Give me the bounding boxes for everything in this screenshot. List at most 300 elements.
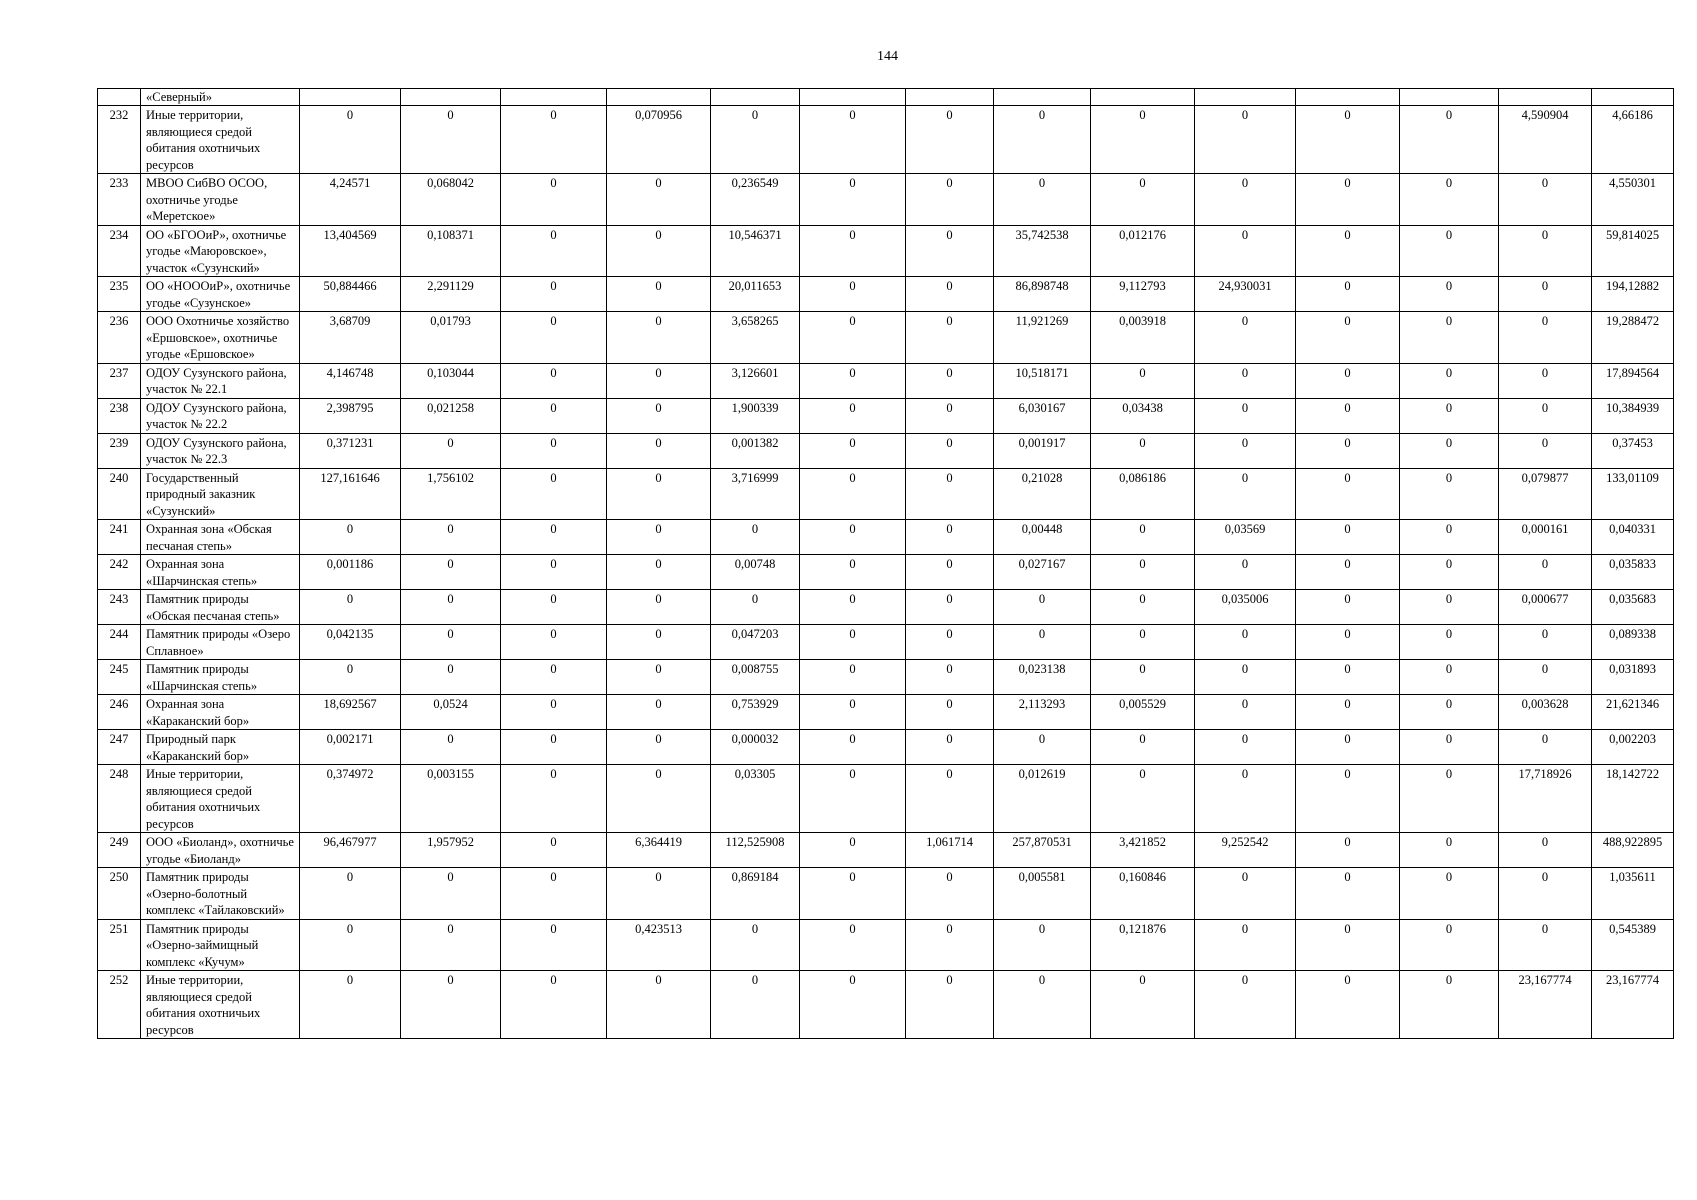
value-cell: 0 — [1296, 174, 1400, 226]
value-cell: 0,121876 — [1091, 919, 1195, 971]
table-row — [98, 868, 1674, 920]
value-cell: 0,00748 — [711, 555, 800, 590]
value-cell: 0 — [1091, 660, 1195, 695]
value-cell: 0,031893 — [1592, 660, 1674, 695]
value-cell: 194,12882 — [1592, 277, 1674, 312]
value-cell: 0 — [906, 730, 994, 765]
value-cell: 3,126601 — [711, 363, 800, 398]
value-cell: 0 — [300, 660, 401, 695]
value-cell: 0,108371 — [401, 225, 501, 277]
value-cell: 0 — [906, 765, 994, 833]
value-cell: 0 — [1400, 833, 1499, 868]
value-cell: 0 — [501, 555, 607, 590]
value-cell: 0 — [1400, 520, 1499, 555]
row-name-cell: Памятник природы «Шарчинская степь» — [141, 660, 300, 695]
table-row — [98, 398, 1674, 433]
value-cell: 0 — [607, 660, 711, 695]
row-number-cell: 244 — [98, 625, 141, 660]
value-cell: 4,146748 — [300, 363, 401, 398]
value-cell: 0 — [1195, 174, 1296, 226]
data-table — [97, 88, 1674, 1039]
row-number-cell: 252 — [98, 971, 141, 1039]
value-cell — [711, 89, 800, 106]
row-number-cell: 248 — [98, 765, 141, 833]
value-cell: 24,930031 — [1195, 277, 1296, 312]
row-name-cell: «Северный» — [141, 89, 300, 106]
value-cell: 0 — [607, 363, 711, 398]
table-row — [98, 555, 1674, 590]
value-cell: 127,161646 — [300, 468, 401, 520]
value-cell: 0 — [1400, 363, 1499, 398]
value-cell: 0 — [800, 765, 906, 833]
value-cell: 0,545389 — [1592, 919, 1674, 971]
value-cell: 0 — [994, 730, 1091, 765]
value-cell — [1400, 89, 1499, 106]
row-number-cell: 241 — [98, 520, 141, 555]
row-name-cell: Иные территории, являющиеся средой обитания охотничьих ресурсов — [141, 765, 300, 833]
value-cell: 0 — [800, 660, 906, 695]
value-cell: 112,525908 — [711, 833, 800, 868]
value-cell: 0,023138 — [994, 660, 1091, 695]
value-cell: 0 — [1296, 277, 1400, 312]
value-cell: 0 — [1400, 555, 1499, 590]
value-cell: 9,112793 — [1091, 277, 1195, 312]
value-cell: 0 — [501, 730, 607, 765]
value-cell: 0 — [1195, 468, 1296, 520]
value-cell: 0 — [1195, 398, 1296, 433]
row-name-cell: Государственный природный заказник «Сузунский» — [141, 468, 300, 520]
value-cell: 0 — [906, 363, 994, 398]
row-number-cell: 232 — [98, 106, 141, 174]
value-cell: 0 — [401, 106, 501, 174]
value-cell: 0,005529 — [1091, 695, 1195, 730]
value-cell: 0 — [1091, 174, 1195, 226]
value-cell: 21,621346 — [1592, 695, 1674, 730]
value-cell: 0 — [1400, 277, 1499, 312]
row-name-cell: Памятник природы «Обская песчаная степь» — [141, 590, 300, 625]
value-cell: 0 — [800, 277, 906, 312]
value-cell: 17,718926 — [1499, 765, 1592, 833]
value-cell: 0,003155 — [401, 765, 501, 833]
value-cell: 0 — [711, 919, 800, 971]
value-cell: 0,21028 — [994, 468, 1091, 520]
value-cell: 9,252542 — [1195, 833, 1296, 868]
value-cell: 0 — [401, 971, 501, 1039]
row-number-cell: 249 — [98, 833, 141, 868]
value-cell: 23,167774 — [1592, 971, 1674, 1039]
value-cell — [1195, 89, 1296, 106]
value-cell: 0 — [501, 174, 607, 226]
value-cell: 0 — [1400, 919, 1499, 971]
value-cell: 0 — [401, 625, 501, 660]
value-cell: 0 — [501, 468, 607, 520]
table-row — [98, 590, 1674, 625]
row-name-cell: Охранная зона «Обская песчаная степь» — [141, 520, 300, 555]
value-cell: 0 — [607, 730, 711, 765]
value-cell: 0 — [906, 106, 994, 174]
value-cell: 0 — [501, 660, 607, 695]
value-cell: 0 — [906, 971, 994, 1039]
value-cell: 6,364419 — [607, 833, 711, 868]
row-name-cell: ОО «БГООиР», охотничье угодье «Маюровское», участок «Сузунский» — [141, 225, 300, 277]
value-cell: 2,291129 — [401, 277, 501, 312]
value-cell: 0 — [1499, 833, 1592, 868]
value-cell: 0 — [1091, 433, 1195, 468]
value-cell: 0 — [1296, 730, 1400, 765]
value-cell: 0 — [607, 971, 711, 1039]
value-cell: 20,011653 — [711, 277, 800, 312]
value-cell — [1091, 89, 1195, 106]
value-cell: 0 — [1091, 765, 1195, 833]
value-cell: 0 — [1296, 433, 1400, 468]
value-cell: 0 — [906, 555, 994, 590]
value-cell: 0 — [800, 730, 906, 765]
value-cell: 0 — [607, 590, 711, 625]
row-number-cell: 240 — [98, 468, 141, 520]
row-number-cell: 242 — [98, 555, 141, 590]
value-cell: 0,035006 — [1195, 590, 1296, 625]
row-name-cell: Памятник природы «Озерно-займищный комплекс «Кучум» — [141, 919, 300, 971]
value-cell: 0 — [994, 174, 1091, 226]
value-cell: 0 — [501, 695, 607, 730]
value-cell: 0 — [401, 868, 501, 920]
value-cell: 17,894564 — [1592, 363, 1674, 398]
value-cell: 0,37453 — [1592, 433, 1674, 468]
value-cell: 0 — [1195, 765, 1296, 833]
value-cell: 0,042135 — [300, 625, 401, 660]
value-cell — [994, 89, 1091, 106]
value-cell: 0 — [501, 277, 607, 312]
value-cell: 0 — [607, 174, 711, 226]
value-cell: 0,068042 — [401, 174, 501, 226]
value-cell: 10,518171 — [994, 363, 1091, 398]
row-name-cell: МВОО СибВО ОСОО, охотничье угодье «Меретское» — [141, 174, 300, 226]
table-row — [98, 730, 1674, 765]
value-cell: 0 — [1499, 868, 1592, 920]
value-cell: 0 — [800, 468, 906, 520]
value-cell: 0 — [607, 225, 711, 277]
value-cell: 0 — [501, 312, 607, 364]
value-cell: 0 — [300, 971, 401, 1039]
value-cell: 0 — [501, 590, 607, 625]
value-cell: 0 — [501, 971, 607, 1039]
value-cell: 0 — [1195, 225, 1296, 277]
value-cell: 0 — [401, 433, 501, 468]
value-cell: 0 — [1195, 625, 1296, 660]
value-cell: 0 — [401, 555, 501, 590]
value-cell: 4,24571 — [300, 174, 401, 226]
value-cell: 0 — [607, 625, 711, 660]
value-cell: 59,814025 — [1592, 225, 1674, 277]
value-cell: 0 — [607, 312, 711, 364]
value-cell: 0 — [1091, 730, 1195, 765]
row-number-cell: 250 — [98, 868, 141, 920]
value-cell: 0 — [711, 106, 800, 174]
value-cell: 0 — [607, 868, 711, 920]
value-cell: 0 — [906, 520, 994, 555]
value-cell: 96,467977 — [300, 833, 401, 868]
value-cell: 0 — [800, 590, 906, 625]
table-row — [98, 174, 1674, 226]
value-cell: 0 — [607, 765, 711, 833]
row-name-cell: ОДОУ Сузунского района, участок № 22.3 — [141, 433, 300, 468]
value-cell: 0 — [501, 765, 607, 833]
row-name-cell: Памятник природы «Озерно-болотный комплекс «Тайлаковский» — [141, 868, 300, 920]
value-cell: 0,021258 — [401, 398, 501, 433]
value-cell — [501, 89, 607, 106]
value-cell: 0 — [800, 555, 906, 590]
value-cell: 0 — [800, 106, 906, 174]
value-cell: 0 — [1195, 555, 1296, 590]
value-cell: 0 — [1091, 590, 1195, 625]
value-cell: 0 — [607, 433, 711, 468]
value-cell — [401, 89, 501, 106]
value-cell: 0,047203 — [711, 625, 800, 660]
value-cell: 0 — [1499, 277, 1592, 312]
value-cell: 86,898748 — [994, 277, 1091, 312]
value-cell: 0,012619 — [994, 765, 1091, 833]
value-cell: 0 — [1091, 106, 1195, 174]
value-cell: 4,550301 — [1592, 174, 1674, 226]
value-cell: 0 — [906, 590, 994, 625]
value-cell: 0 — [1296, 225, 1400, 277]
row-number-cell: 233 — [98, 174, 141, 226]
table-row — [98, 971, 1674, 1039]
value-cell: 0,869184 — [711, 868, 800, 920]
row-number-cell: 234 — [98, 225, 141, 277]
value-cell: 0 — [1296, 555, 1400, 590]
value-cell: 0 — [1091, 625, 1195, 660]
value-cell: 0,00448 — [994, 520, 1091, 555]
value-cell: 0 — [1195, 433, 1296, 468]
value-cell: 1,957952 — [401, 833, 501, 868]
table-row — [98, 433, 1674, 468]
table-row — [98, 520, 1674, 555]
value-cell: 0 — [1400, 660, 1499, 695]
row-name-cell: ОДОУ Сузунского района, участок № 22.2 — [141, 398, 300, 433]
value-cell: 0 — [501, 868, 607, 920]
value-cell: 0 — [1296, 398, 1400, 433]
value-cell: 0 — [1091, 363, 1195, 398]
value-cell: 0 — [711, 971, 800, 1039]
value-cell: 0,03305 — [711, 765, 800, 833]
value-cell: 18,142722 — [1592, 765, 1674, 833]
value-cell: 1,756102 — [401, 468, 501, 520]
value-cell: 0 — [1499, 919, 1592, 971]
value-cell: 0 — [800, 312, 906, 364]
value-cell: 23,167774 — [1499, 971, 1592, 1039]
value-cell — [800, 89, 906, 106]
row-number-cell: 237 — [98, 363, 141, 398]
value-cell: 0,035833 — [1592, 555, 1674, 590]
value-cell: 0 — [1296, 625, 1400, 660]
value-cell: 0,001186 — [300, 555, 401, 590]
value-cell: 0 — [994, 919, 1091, 971]
value-cell: 0 — [994, 971, 1091, 1039]
value-cell: 0 — [800, 174, 906, 226]
value-cell: 0,027167 — [994, 555, 1091, 590]
value-cell: 0 — [1296, 695, 1400, 730]
value-cell: 0,012176 — [1091, 225, 1195, 277]
row-number-cell: 243 — [98, 590, 141, 625]
value-cell: 0 — [1499, 225, 1592, 277]
value-cell: 0 — [1400, 225, 1499, 277]
value-cell: 257,870531 — [994, 833, 1091, 868]
value-cell: 0,001917 — [994, 433, 1091, 468]
value-cell: 0 — [1400, 590, 1499, 625]
value-cell: 0 — [1195, 312, 1296, 364]
value-cell: 0,03569 — [1195, 520, 1296, 555]
value-cell: 3,68709 — [300, 312, 401, 364]
value-cell: 19,288472 — [1592, 312, 1674, 364]
value-cell: 0 — [906, 468, 994, 520]
value-cell: 0 — [607, 468, 711, 520]
value-cell: 0 — [1091, 971, 1195, 1039]
table-row — [98, 833, 1674, 868]
value-cell: 50,884466 — [300, 277, 401, 312]
value-cell: 0 — [607, 520, 711, 555]
value-cell: 0 — [501, 433, 607, 468]
page-number: 144 — [877, 49, 898, 64]
value-cell: 0,070956 — [607, 106, 711, 174]
value-cell: 0 — [1400, 730, 1499, 765]
value-cell — [607, 89, 711, 106]
value-cell: 0,079877 — [1499, 468, 1592, 520]
value-cell: 0 — [1400, 765, 1499, 833]
value-cell: 0,000161 — [1499, 520, 1592, 555]
value-cell: 0,003628 — [1499, 695, 1592, 730]
row-name-cell: Охранная зона «Шарчинская степь» — [141, 555, 300, 590]
value-cell: 0 — [1400, 625, 1499, 660]
value-cell: 0,008755 — [711, 660, 800, 695]
table-row — [98, 695, 1674, 730]
table-row — [98, 312, 1674, 364]
value-cell: 0 — [1195, 695, 1296, 730]
value-cell: 0,000032 — [711, 730, 800, 765]
value-cell: 0 — [1195, 363, 1296, 398]
table-row — [98, 625, 1674, 660]
value-cell: 0 — [800, 363, 906, 398]
value-cell: 0 — [401, 660, 501, 695]
value-cell: 1,061714 — [906, 833, 994, 868]
value-cell: 0 — [1091, 520, 1195, 555]
value-cell: 0 — [994, 590, 1091, 625]
value-cell: 0 — [1195, 730, 1296, 765]
value-cell: 0 — [501, 520, 607, 555]
value-cell: 0 — [1400, 106, 1499, 174]
value-cell: 0,003918 — [1091, 312, 1195, 364]
value-cell: 0 — [607, 555, 711, 590]
value-cell: 0 — [1400, 312, 1499, 364]
value-cell: 18,692567 — [300, 695, 401, 730]
value-cell: 0 — [1400, 868, 1499, 920]
value-cell: 1,035611 — [1592, 868, 1674, 920]
value-cell: 0 — [1296, 363, 1400, 398]
value-cell: 0,000677 — [1499, 590, 1592, 625]
value-cell: 0 — [906, 433, 994, 468]
value-cell: 0 — [1296, 919, 1400, 971]
value-cell: 0 — [906, 225, 994, 277]
row-number-cell: 239 — [98, 433, 141, 468]
table-row-continued — [98, 89, 1674, 106]
value-cell: 0,374972 — [300, 765, 401, 833]
value-cell: 0,089338 — [1592, 625, 1674, 660]
value-cell: 0 — [906, 868, 994, 920]
table-row — [98, 919, 1674, 971]
value-cell: 0,236549 — [711, 174, 800, 226]
table-row — [98, 277, 1674, 312]
value-cell: 0 — [1499, 312, 1592, 364]
row-number-cell: 238 — [98, 398, 141, 433]
row-number-cell: 235 — [98, 277, 141, 312]
value-cell: 0,001382 — [711, 433, 800, 468]
value-cell: 0 — [1091, 555, 1195, 590]
value-cell: 0 — [800, 625, 906, 660]
row-name-cell: ООО «Биоланд», охотничье угодье «Биоланд» — [141, 833, 300, 868]
value-cell: 0 — [501, 106, 607, 174]
value-cell: 0 — [1296, 590, 1400, 625]
value-cell: 4,590904 — [1499, 106, 1592, 174]
value-cell: 3,716999 — [711, 468, 800, 520]
value-cell: 0,005581 — [994, 868, 1091, 920]
value-cell: 0 — [800, 868, 906, 920]
row-number-cell: 247 — [98, 730, 141, 765]
row-name-cell: ООО Охотничье хозяйство «Ершовское», охотничье угодье «Ершовское» — [141, 312, 300, 364]
value-cell: 0 — [401, 590, 501, 625]
value-cell: 0 — [1400, 433, 1499, 468]
value-cell: 0 — [401, 520, 501, 555]
value-cell: 0,423513 — [607, 919, 711, 971]
value-cell: 0 — [501, 625, 607, 660]
value-cell: 0,03438 — [1091, 398, 1195, 433]
row-name-cell: Охранная зона «Караканский бор» — [141, 695, 300, 730]
value-cell: 0 — [906, 277, 994, 312]
table-body — [98, 89, 1674, 1039]
value-cell: 0,040331 — [1592, 520, 1674, 555]
value-cell: 0 — [1296, 833, 1400, 868]
value-cell: 0 — [711, 590, 800, 625]
value-cell: 0 — [906, 174, 994, 226]
value-cell: 10,546371 — [711, 225, 800, 277]
value-cell: 0 — [1195, 919, 1296, 971]
value-cell: 0,01793 — [401, 312, 501, 364]
value-cell: 0,103044 — [401, 363, 501, 398]
row-name-cell: ОО «НОООиР», охотничье угодье «Сузунское» — [141, 277, 300, 312]
value-cell: 0 — [300, 520, 401, 555]
table-row — [98, 660, 1674, 695]
value-cell — [1499, 89, 1592, 106]
value-cell: 0,086186 — [1091, 468, 1195, 520]
value-cell: 11,921269 — [994, 312, 1091, 364]
row-name-cell: Памятник природы «Озеро Сплавное» — [141, 625, 300, 660]
value-cell: 0 — [1195, 106, 1296, 174]
value-cell: 0 — [1400, 398, 1499, 433]
value-cell — [906, 89, 994, 106]
value-cell: 0,0524 — [401, 695, 501, 730]
value-cell: 0 — [906, 695, 994, 730]
value-cell: 0 — [800, 398, 906, 433]
value-cell: 0 — [401, 919, 501, 971]
value-cell: 0 — [1296, 312, 1400, 364]
value-cell: 0 — [1499, 555, 1592, 590]
value-cell: 0 — [401, 730, 501, 765]
value-cell: 0 — [994, 625, 1091, 660]
value-cell: 0 — [300, 919, 401, 971]
row-number-cell: 245 — [98, 660, 141, 695]
value-cell: 0,371231 — [300, 433, 401, 468]
table-row — [98, 363, 1674, 398]
value-cell: 0 — [1499, 625, 1592, 660]
